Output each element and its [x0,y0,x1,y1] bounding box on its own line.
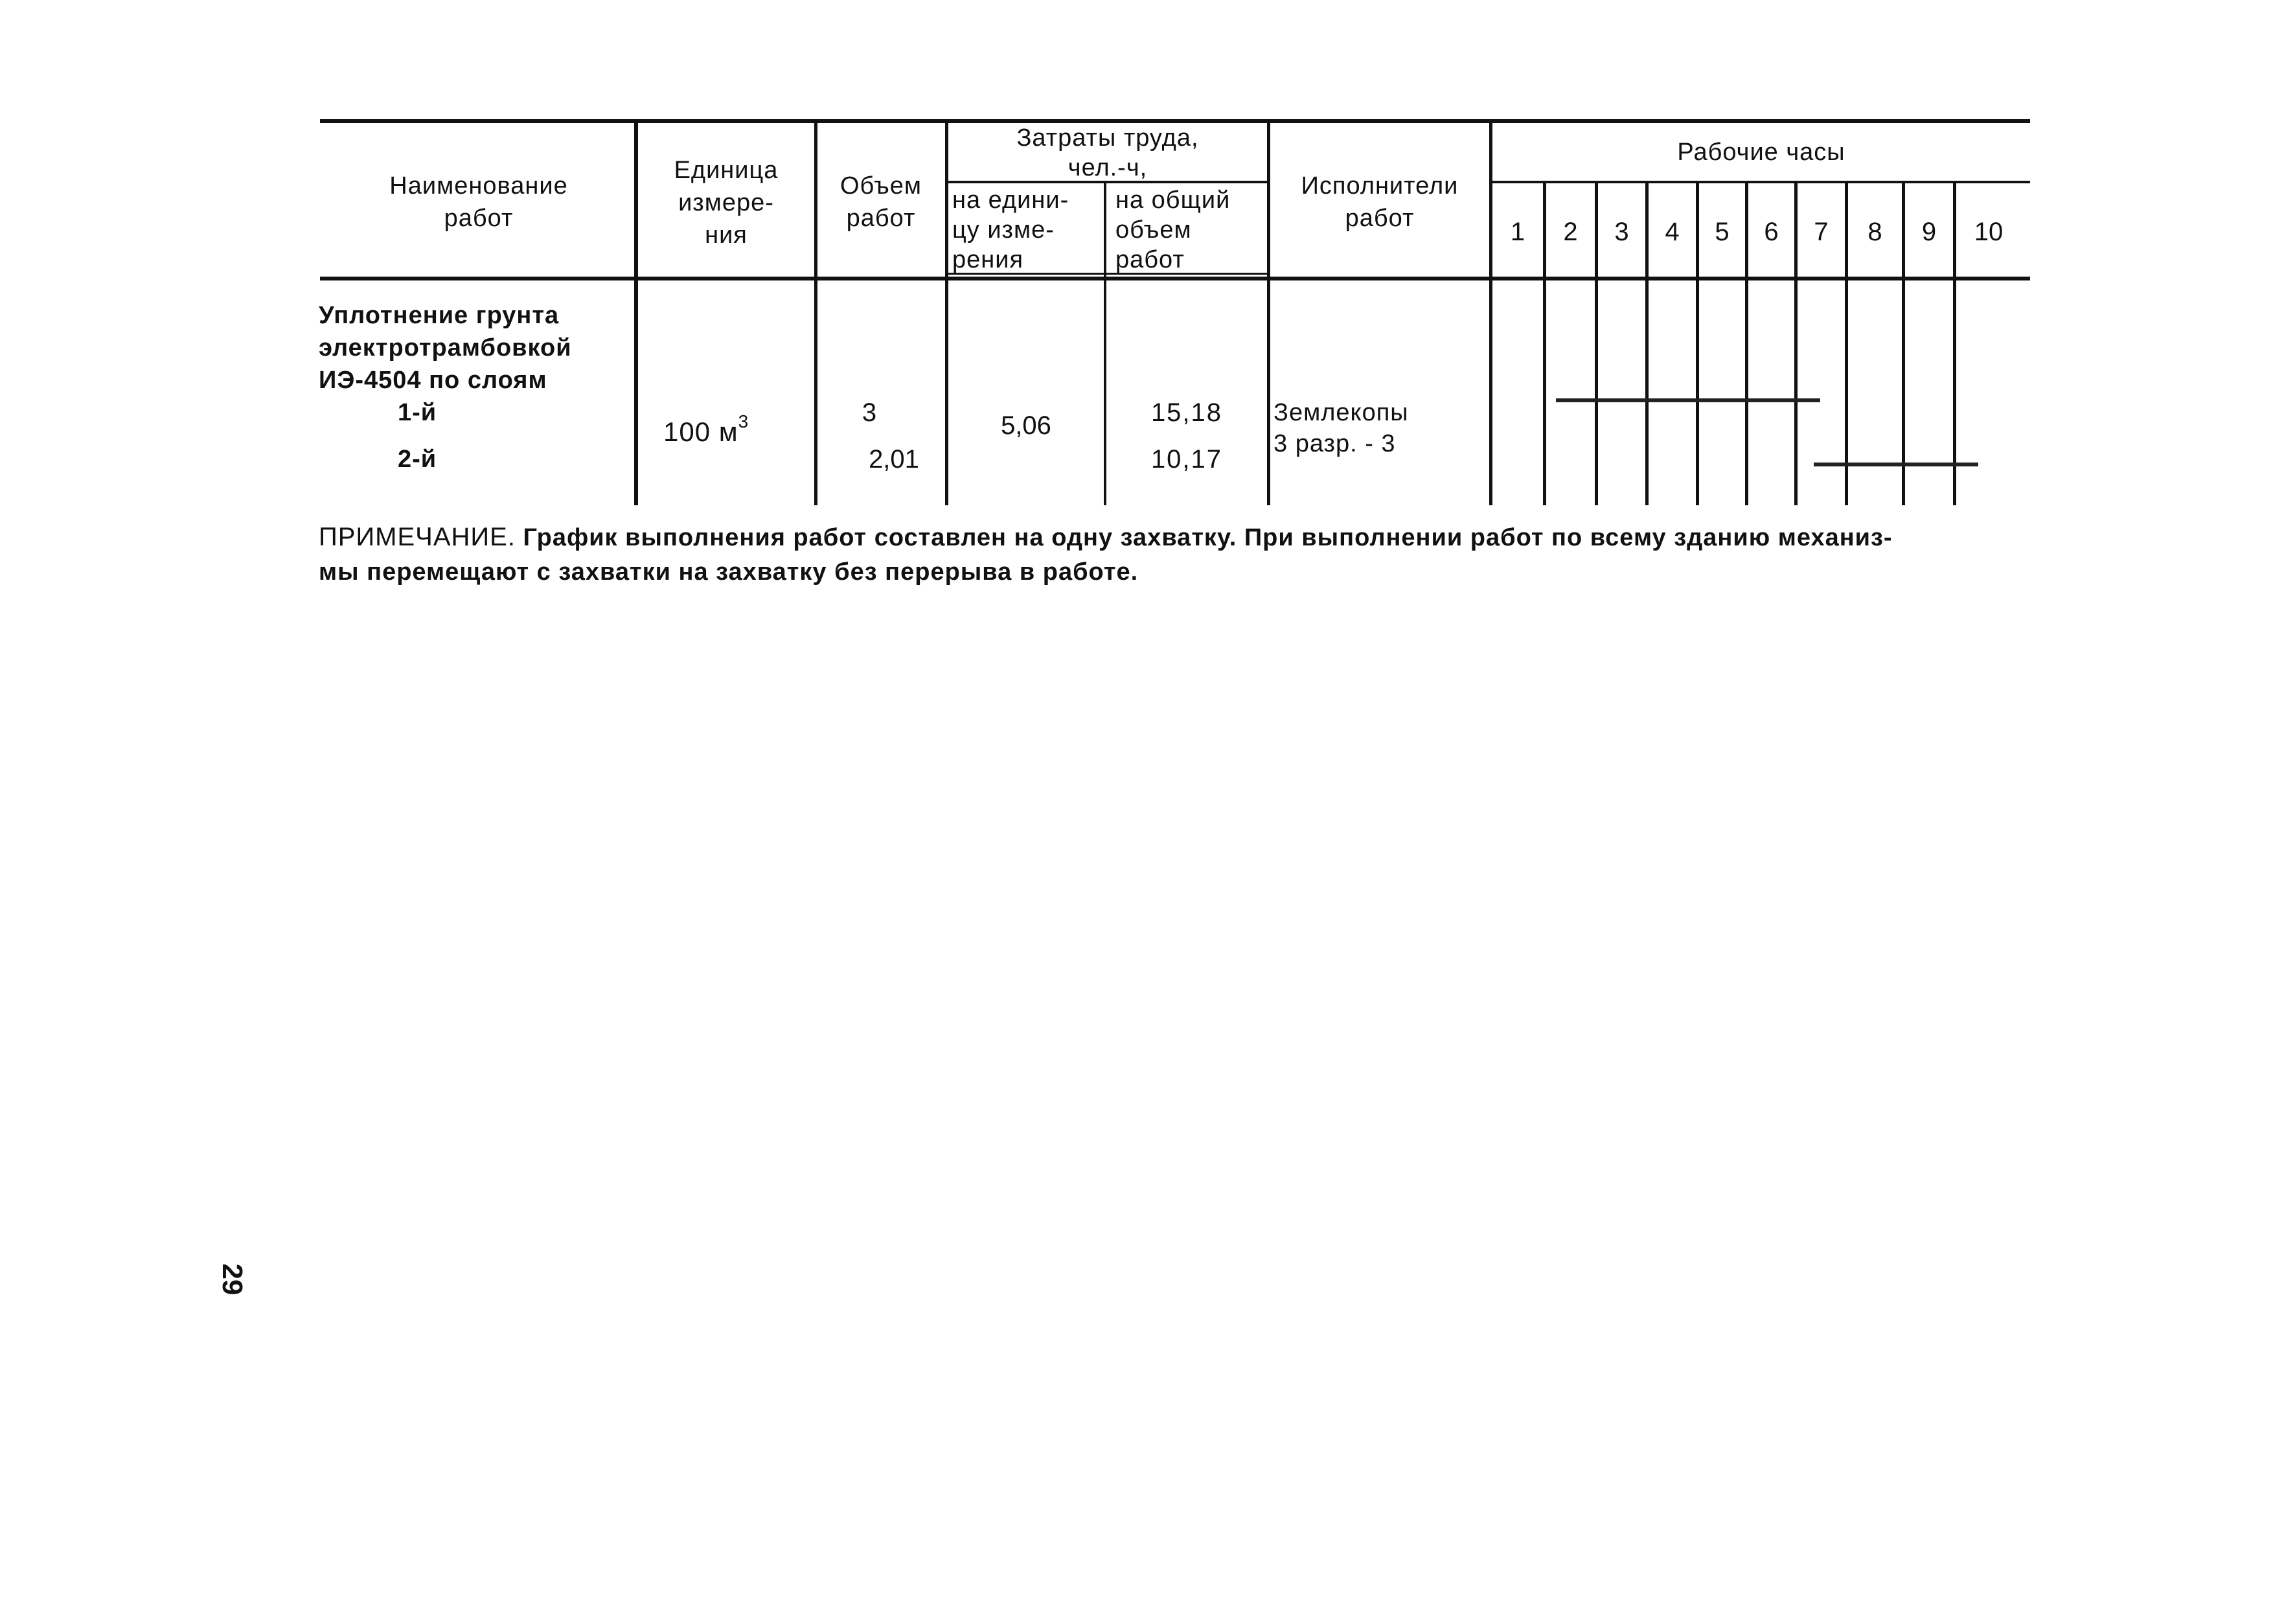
hour-label-1: 1 [1510,218,1525,246]
hour-label-2: 2 [1563,218,1578,246]
header-executors: Исполнители работ [1301,172,1459,232]
hour-label-4: 4 [1665,218,1680,246]
hours-subheader-rule [1491,181,2030,183]
hour-label-6: 6 [1764,218,1779,246]
col-sep-executors-hours [1489,119,1492,505]
executor-line-1: Землекопы [1273,399,1409,426]
note-text-1: График выполнения работ составлен на одну захватку. При выполнении работ по всему зданию механиз- [515,524,1893,551]
header-unit: Единица измере- ния [674,157,779,249]
hour-label-8: 8 [1867,218,1882,246]
labor-per-unit-value: 5,06 [1001,411,1051,440]
page-number: 29 [216,1263,248,1296]
labor-total-value-2: 10,17 [1150,445,1223,474]
col-sep-unit-volume [814,119,817,505]
hour-label-7: 7 [1814,218,1829,246]
header-labor-group: Затраты труда, чел.-ч, [1016,124,1199,181]
work-name-line-1: Уплотнение грунта [319,302,560,329]
note-text-2: мы перемещают с захватки на захватку без перерыва в работе. [319,558,1139,586]
executor-line-2: 3 разр. - 3 [1273,430,1396,457]
schedule-bar-layer-1 [1556,398,1820,402]
volume-value-1: 3 [862,398,877,427]
layer-label-1: 1-й [398,399,437,426]
schedule-bar-layer-2 [1814,463,1978,466]
header-labor-total: на общий объем работ [1115,187,1231,273]
work-name-line-2: электротрамбовкой [319,334,572,361]
volume-value-2: 2,01 [869,445,919,474]
note-line-1 [319,520,1893,555]
layer-label-2: 2-й [398,446,437,473]
note-label: ПРИМЕЧАНИЕ. [319,523,516,551]
header-labor-per-unit: на едини- цу изме- рения [952,187,1069,273]
header-hours-group: Рабочие часы [1677,139,1845,166]
hour-label-3: 3 [1614,218,1629,246]
unit-value-superscript: 3 [738,411,749,431]
labor-total-value-1: 15,18 [1150,398,1223,427]
unit-value [663,409,749,448]
note-line-2 [319,555,1138,589]
unit-value-text: 100 м [663,417,738,447]
header-volume: Объем работ [839,172,922,232]
table-header-bottom-rule [320,277,2030,280]
header-name: Наименование работ [389,172,568,232]
hour-label-5: 5 [1715,218,1730,246]
col-sep-labor-executors [1267,119,1270,505]
hour-label-9: 9 [1921,218,1937,246]
work-name-line-3: ИЭ-4504 по слоям [319,367,547,394]
col-sep-name-unit [634,119,638,505]
hour-label-10: 10 [1974,218,2004,246]
